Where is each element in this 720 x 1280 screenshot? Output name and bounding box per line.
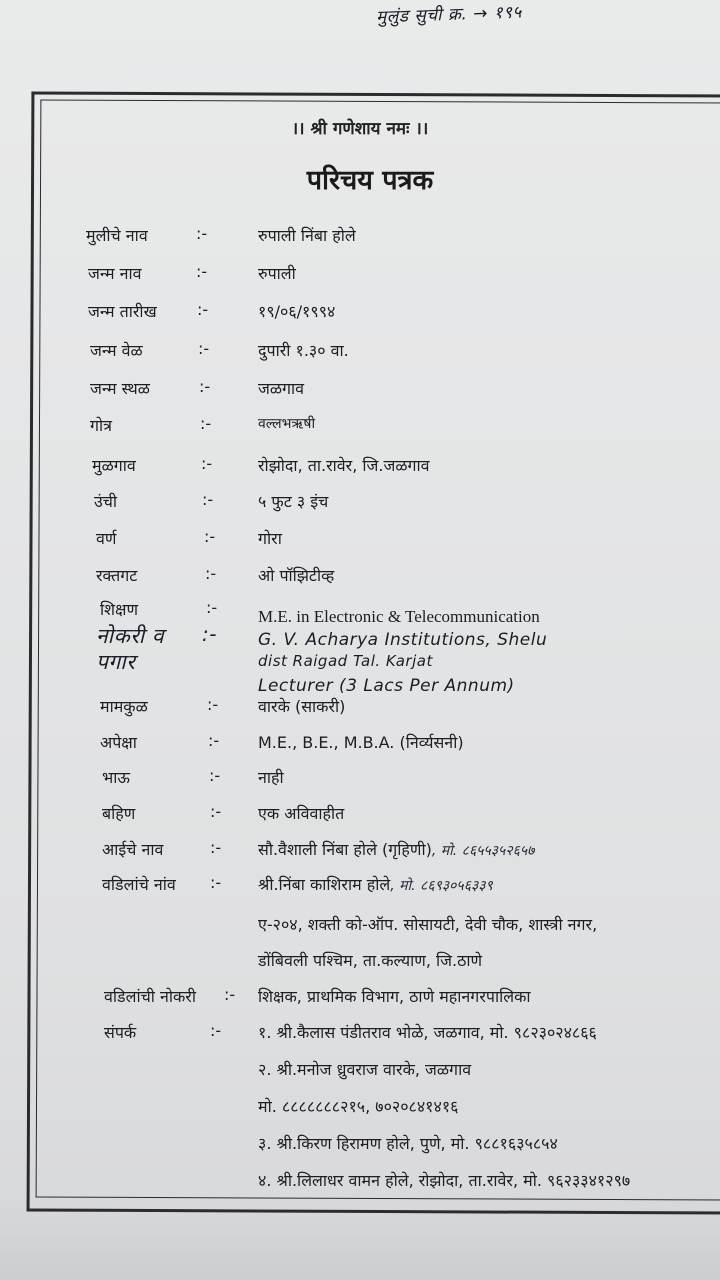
- field-value: वारके (साकरी): [258, 697, 346, 716]
- contact-label: संपर्क: [104, 1023, 137, 1042]
- contact-line: २. श्री.मनोज ध्रुवराज वारके, जळगाव: [258, 1060, 472, 1079]
- mother-phone: , मो. ८६५५३५२६५७: [431, 843, 535, 859]
- field-row-birth-time: [0, 339, 720, 369]
- field-row-sister: [0, 802, 720, 832]
- father-name: श्री.निंबा काशिराम होले: [258, 875, 391, 894]
- field-row-expectations: [0, 731, 720, 761]
- field-value: रुपाली: [258, 264, 296, 283]
- job-separator: :-: [202, 622, 217, 646]
- contact-line: १. श्री.कैलास पंडीतराव भोळे, जळगाव, मो. ९८२३०२४८६६: [258, 1023, 597, 1042]
- job-line: dist Raigad Tal. Karjat: [258, 652, 433, 670]
- field-value: M.E. in Electronic & Telecommunication: [258, 607, 540, 626]
- field-separator: :-: [210, 838, 222, 857]
- field-label: जन्म नाव: [88, 264, 142, 283]
- field-value: रोझोदा, ता.रावेर, जि.जळगाव: [258, 456, 430, 475]
- field-separator: :-: [206, 598, 218, 617]
- field-row-complexion: [0, 527, 720, 557]
- field-row-brother: [0, 766, 720, 796]
- job-label-line1: नोकरी व: [96, 624, 165, 648]
- job-line: Lecturer (3 Lacs Per Annum): [258, 676, 515, 696]
- field-label: वडिलांचे नांव: [102, 875, 176, 894]
- field-label: आईचे नाव: [102, 840, 164, 859]
- father-phone: , मो. ८६९३०५६३३९: [390, 878, 493, 894]
- field-separator: :-: [209, 766, 221, 785]
- field-separator: :-: [207, 695, 219, 714]
- field-row-birth-date: [0, 300, 720, 330]
- field-label: वर्ण: [96, 529, 117, 548]
- job-label-line2: पगार: [96, 650, 136, 674]
- field-value: रुपाली निंबा होले: [258, 226, 356, 245]
- field-value: [258, 873, 493, 895]
- field-value: वल्लभऋषी: [258, 416, 316, 432]
- field-row-birth-place: [0, 377, 720, 407]
- field-row-birth-name: [0, 262, 720, 292]
- contact-line: मो. ८८८८८८८२१५, ७०२०८४१४१६: [258, 1097, 459, 1116]
- field-label: अपेक्षा: [100, 733, 137, 752]
- field-label: जन्म वेळ: [90, 341, 143, 360]
- mother-name: सौ.वैशाली निंबा होले (गृहिणी): [258, 840, 432, 859]
- field-value: नाही: [258, 768, 284, 787]
- document-title: परिचय पत्रक: [306, 165, 434, 196]
- contact-line: ३. श्री.किरण हिरामण होले, पुणे, मो. ९८८१६३५८५४: [258, 1134, 558, 1153]
- field-separator: :-: [196, 224, 208, 243]
- field-separator: :-: [208, 731, 220, 750]
- field-label: मुलीचे नाव: [86, 226, 148, 245]
- field-separator: :-: [210, 802, 222, 821]
- job-line: G. V. Acharya Institutions, Shelu: [258, 630, 548, 650]
- field-label: मुळगाव: [92, 456, 136, 475]
- field-row-native-place: [0, 454, 720, 484]
- field-value: शिक्षक, प्राथमिक विभाग, ठाणे महानगरपालिका: [258, 987, 531, 1006]
- field-label: वडिलांची नोकरी: [104, 987, 196, 1006]
- field-row-height: [0, 490, 720, 520]
- field-row-maternal-family: [0, 695, 720, 725]
- field-separator: :-: [201, 454, 213, 473]
- field-separator: :-: [205, 564, 217, 583]
- field-row-girl-name: [0, 224, 720, 254]
- field-row-mother-name: [0, 838, 720, 868]
- field-label: जन्म तारीख: [88, 302, 157, 321]
- field-value: [258, 838, 534, 860]
- field-label: रक्तगट: [96, 566, 138, 585]
- field-separator: :-: [199, 377, 211, 396]
- field-separator: :-: [197, 300, 209, 319]
- address-line: ए-२०४, शक्ती को-ऑप. सोसायटी, देवी चौक, शास्त्री नगर,: [258, 915, 598, 934]
- field-separator: :-: [210, 873, 222, 892]
- field-value: ५ फुट ३ इंच: [258, 492, 329, 511]
- field-separator: :-: [200, 414, 212, 433]
- field-row-blood-group: [0, 564, 720, 594]
- contact-line: ४. श्री.लिलाधर वामन होले, रोझोदा, ता.रावेर, मो. ९६२३३४१२९७: [258, 1171, 631, 1190]
- field-separator: :-: [202, 490, 214, 509]
- field-separator: :-: [196, 262, 208, 281]
- field-separator: :-: [224, 985, 236, 1004]
- field-label: जन्म स्थळ: [90, 379, 150, 398]
- field-value: ओ पॉझिटीव्ह: [258, 566, 335, 585]
- field-row-father-name: [0, 873, 720, 903]
- field-row-gotra: [0, 414, 720, 444]
- field-label: शिक्षण: [100, 600, 139, 619]
- field-separator: :-: [210, 1021, 222, 1040]
- field-value: दुपारी १.३० वा.: [258, 341, 349, 360]
- invocation-line: ।। श्री गणेशाय नमः ।।: [291, 119, 429, 139]
- field-label: गोत्र: [90, 416, 112, 435]
- field-value: M.E., B.E., M.B.A. (निर्व्यसनी): [258, 733, 464, 752]
- field-value: जळगाव: [258, 379, 305, 398]
- field-row-father-job: [0, 985, 720, 1015]
- field-separator: :-: [204, 527, 216, 546]
- field-separator: :-: [198, 339, 210, 358]
- field-label: बहिण: [102, 804, 136, 823]
- field-label: उंची: [94, 492, 118, 511]
- field-value: १९/०६/१९९४: [258, 302, 336, 321]
- field-value: गोरा: [258, 529, 282, 548]
- address-line: डोंबिवली पश्चिम, ता.कल्याण, जि.ठाणे: [258, 951, 483, 970]
- field-label: मामकुळ: [100, 697, 148, 716]
- field-label: भाऊ: [102, 768, 130, 787]
- field-value: एक अविवाहीत: [258, 804, 345, 823]
- handwritten-list-number: मुलुंड सुची क्र. → १९५: [375, 2, 523, 28]
